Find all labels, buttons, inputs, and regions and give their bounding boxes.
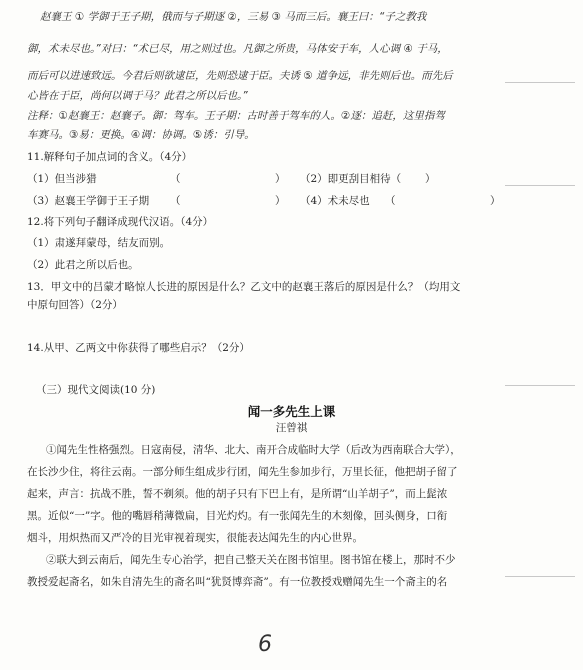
paragraph-line: 教授爱起斋名，如朱自清先生的斋名叫“犹贤博弈斋”。有一位教授戏赠闻先生一个斋主的名 [27,576,448,588]
margin-rule [505,576,575,577]
question-12-item-1: （1）肃遂拜蒙母，结友而别。 [27,237,171,249]
question-11-item-2: （2）即更刮目相待（ [300,173,402,185]
question-14: 14.从甲、乙两文中你获得了哪些启示？（2分） [27,342,250,354]
answer-blank[interactable]: （ ） [170,195,286,207]
paragraph-line: ①闻先生性格强烈。日寇南侵，清华、北大、南开合成临时大学（后改为西南联合大学）， [46,444,461,456]
question-13: 13．甲文中的吕蒙才略惊人长进的原因是什么？乙文中的赵襄王落后的原因是什么？（均用文 [27,281,461,293]
notes-line: 车赛马。③易：更换。④调：协调。⑤诱：引导。 [27,129,255,141]
answer-blank[interactable]: （ ） [385,195,501,207]
question-13-cont: 中原句回答）（2分） [27,299,123,311]
question-11-item-3: （3）赵襄王学御于王子期 [27,195,150,207]
question-11-item-4: （4）术未尽也 [300,195,370,207]
answer-blank-end[interactable]: ） [425,173,436,185]
question-11-item-1: （1）但当涉猎 [27,173,97,185]
paragraph-line: 烟斗，用炽热而又严冷的目光审视着现实，很能表达闻先生的内心世界。 [27,532,363,544]
answer-blank[interactable]: （ ） [170,173,286,185]
paragraph-line: ②联大到云南后，闻先生专心治学，把自己整天关在图书馆里。图书馆在楼上，那时不少 [46,554,456,566]
paragraph-line: 黑。近似“一”字。他的嘴唇稍薄微扁，目光灼灼。有一张闻先生的木刻像，回头侧身，口衔 [27,510,448,522]
notes-line: 注释：①赵襄王：赵襄子。御：驾车。王子期：古时善于驾车的人。②逐：追赶，这里指驾 [27,110,445,122]
question-11: 11.解释句子加点词的含义。（4分） [27,151,193,163]
margin-rule [505,82,575,83]
paragraph-line: 起来，声言：抗战不胜，誓不剃须。他的胡子只有下巴上有，是所谓“山羊胡子”，而上髭浓 [27,488,448,500]
classical-text-line: 心皆在于臣，尚何以调于马？此君之所以后也。” [27,90,248,102]
article-author: 汪曾祺 [275,422,308,434]
question-12: 12.将下列句子翻译成现代汉语。（4分） [27,216,214,228]
paragraph-line: 在长沙少住，将往云南。一部分师生组成步行团，闻先生参加步行，万里长征，他把胡子留了 [27,466,458,478]
classical-text-line: 御，术未尽也。”对曰：“术已尽，用之则过也。凡御之所贵，马体安于车，人心调 ④ 于马， [27,43,448,55]
classical-text-line: 赵襄王 ① 学御于王子期，俄而与子期逐 ②，三易 ③ 马而三后。襄王曰：“子之教我 [40,11,427,23]
article-title: 闻一多先生上课 [247,404,336,419]
margin-rule [505,385,575,386]
section-heading: （三）现代文阅读(10 分) [36,384,156,396]
margin-rule [505,185,575,186]
page-number: 6 [258,632,272,657]
question-12-item-2: （2）此君之所以后也。 [27,259,139,271]
classical-text-line: 而后可以进速致远。今君后则欲逮臣，先则恐逮于臣。夫诱 ⑤ 道争远，非先则后也。而先后 [27,70,453,82]
